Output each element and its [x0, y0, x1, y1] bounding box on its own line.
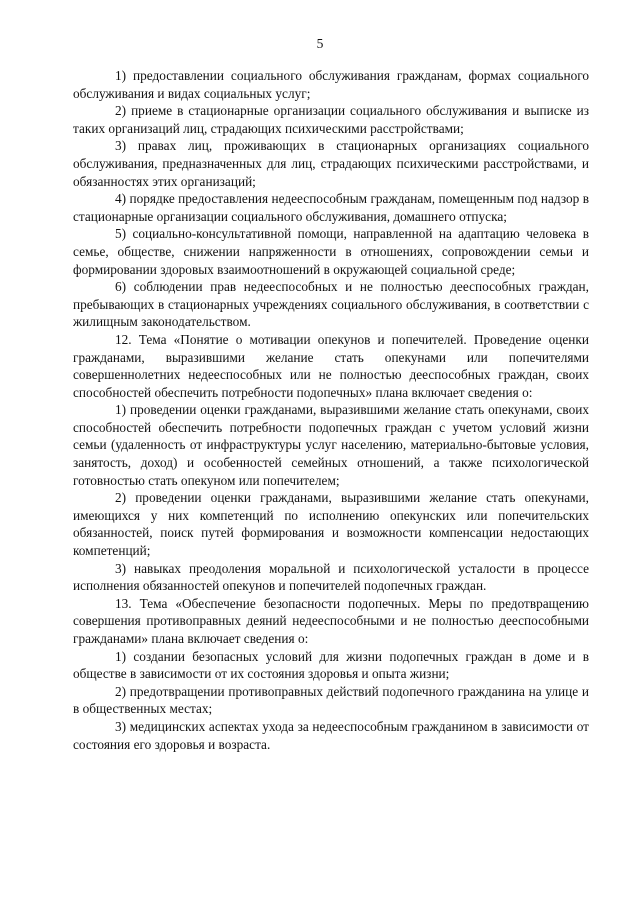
paragraph: 12. Тема «Понятие о мотивации опекунов и попечителей. Проведение оценки гражданами, выразившими желание стать опекунами или попечителями совершеннолетних недееспособных или не полностью дееспособных граждан, своих способностей обеспечить потребности подопечных» плана включает сведения о:: [73, 331, 589, 400]
paragraph: 2) проведении оценки гражданами, выразившими желание стать опекунами, имеющихся у них компетенций по исполнению опекунских или попечительских обязанностей, поиск путей формирования и возможности компенсации недостающих компетенций;: [73, 490, 589, 559]
paragraph: 5) социально-консультативной помощи, направленной на адаптацию человека в семье, обществе, снижении напряженности в отношениях, сопровождении семьи и формировании здоровых взаимоотношений в окружающей социальной среде;: [73, 226, 589, 277]
paragraph: 3) правах лиц, проживающих в стационарных организациях социального обслуживания, предназначенных для лиц, страдающих психическими расстройствами, и обязанностях этих организаций;: [73, 138, 589, 189]
paragraph: 2) предотвращении противоправных действий подопечного гражданина на улице и в общественных местах;: [73, 683, 589, 717]
paragraph: 1) предоставлении социального обслуживания гражданам, формах социального обслуживания и видах социальных услуг;: [73, 68, 589, 101]
paragraph: 13. Тема «Обеспечение безопасности подопечных. Меры по предотвращению совершения противоправных деяний недееспособными и не полностью дееспособными гражданами» плана включает сведения о:: [73, 595, 589, 646]
paragraph: 3) медицинских аспектах ухода за недееспособным гражданином в зависимости от состояния его здоровья и возраста.: [73, 718, 589, 752]
paragraph: 1) проведении оценки гражданами, выразившими желание стать опекунами, своих способностей обеспечить потребности подопечных граждан с учетом условий жизни семьи (удаленность от инфраструктуры услуг населению, материально-бытовые условия, занятость, доход) и особенностей семейных отношений, а также психологической готовностью стать опекуном или попечителем;: [73, 402, 589, 488]
paragraph: 2) приеме в стационарные организации социального обслуживания и выписке из таких организаций лиц, страдающих психическими расстройствами;: [73, 103, 589, 136]
paragraph: 4) порядке предоставления недееспособным гражданам, помещенным под надзор в стационарные организации социального обслуживания, домашнего отпуска;: [73, 191, 589, 224]
page-number: 5: [316, 36, 324, 51]
document-body: [73, 67, 589, 753]
paragraph: 6) соблюдении прав недееспособных и не полностью дееспособных граждан, пребывающих в стационарных учреждениях социального обслуживания, в соответствии с жилищным законодательством.: [73, 279, 589, 330]
paragraph: 1) создании безопасных условий для жизни подопечных граждан в доме и в обществе в зависимости от их состояния здоровья и опыта жизни;: [73, 648, 589, 682]
paragraph: 3) навыках преодоления моральной и психологической усталости в процессе исполнения обязанностей опекунов и попечителей подопечных граждан.: [73, 560, 589, 594]
